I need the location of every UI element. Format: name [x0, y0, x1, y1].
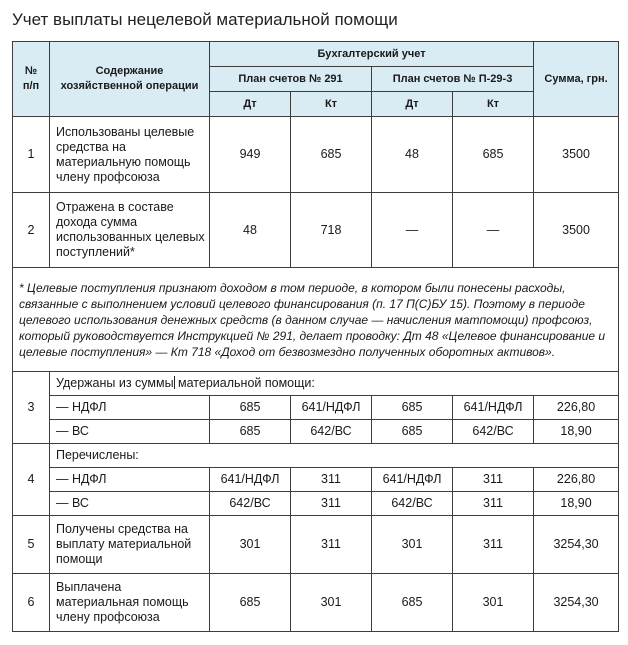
header-plan-p29: План счетов № П-29-3: [372, 67, 534, 92]
cell-kt-291: 642/ВС: [291, 420, 372, 444]
cell-dt-291: 949: [210, 117, 291, 193]
table-row: [13, 574, 619, 632]
cell-sum: 18,90: [534, 420, 619, 444]
cell-dt-p29: 48: [372, 117, 453, 193]
cell-kt-291: 311: [291, 468, 372, 492]
row-number: 2: [13, 193, 50, 268]
cell-kt-p29: 301: [453, 574, 534, 632]
cell-dt-291: 48: [210, 193, 291, 268]
document-title: Учет выплаты нецелевой материальной помощи: [12, 10, 398, 29]
table-row: [13, 396, 619, 420]
cell-kt-291: 301: [291, 574, 372, 632]
cell-dt-291: 685: [210, 396, 291, 420]
cell-dt-291: 301: [210, 516, 291, 574]
cell-kt-291: 311: [291, 492, 372, 516]
header-dt-2: Дт: [372, 92, 453, 117]
header-content: Содержание хозяйственной операции: [50, 42, 210, 117]
cell-dt-p29: 641/НДФЛ: [372, 468, 453, 492]
cell-kt-291: 641/НДФЛ: [291, 396, 372, 420]
row-number: 4: [13, 444, 50, 516]
table-row: [13, 117, 619, 193]
table-row: [13, 492, 619, 516]
cell-sum: 226,80: [534, 468, 619, 492]
cell-dt-p29: 685: [372, 420, 453, 444]
row-heading: Перечислены:: [50, 444, 619, 468]
cell-dt-p29: 685: [372, 574, 453, 632]
table-row: [13, 444, 619, 468]
row-text: Использованы целевые средства на материальную помощь члену профсоюза: [50, 117, 210, 193]
header-plan-291: План счетов № 291: [210, 67, 372, 92]
row-text: — ВС: [50, 492, 210, 516]
cell-dt-p29: 301: [372, 516, 453, 574]
header-accounting: Бухгалтерский учет: [210, 42, 534, 67]
row-text: Выплачена материальная помощь члену профсоюза: [50, 574, 210, 632]
header-kt-2: Кт: [453, 92, 534, 117]
accounting-table: [12, 41, 619, 632]
cell-sum: 3500: [534, 193, 619, 268]
row-text: Отражена в составе дохода сумма использованных целевых поступлений*: [50, 193, 210, 268]
table-row: [13, 193, 619, 268]
cell-kt-p29: 641/НДФЛ: [453, 396, 534, 420]
cell-kt-p29: —: [453, 193, 534, 268]
table-row: [13, 372, 619, 396]
cell-kt-p29: 311: [453, 516, 534, 574]
row-heading: [50, 372, 619, 396]
cell-dt-291: 642/ВС: [210, 492, 291, 516]
cell-kt-p29: 642/ВС: [453, 420, 534, 444]
cell-dt-291: 641/НДФЛ: [210, 468, 291, 492]
cell-dt-p29: 642/ВС: [372, 492, 453, 516]
row-heading-part-2: материальной помощи:: [174, 376, 315, 390]
header-sum: Сумма, грн.: [534, 42, 619, 117]
table-row: [13, 516, 619, 574]
cell-kt-p29: 311: [453, 492, 534, 516]
row-number: 6: [13, 574, 50, 632]
row-number: 5: [13, 516, 50, 574]
cell-sum: 3500: [534, 117, 619, 193]
header-dt-1: Дт: [210, 92, 291, 117]
cell-kt-p29: 311: [453, 468, 534, 492]
cell-dt-p29: 685: [372, 396, 453, 420]
cell-kt-p29: 685: [453, 117, 534, 193]
row-text: — НДФЛ: [50, 468, 210, 492]
row-heading-part-1: Удержаны из суммы: [56, 376, 174, 390]
row-text: Получены средства на выплату материальной помощи: [50, 516, 210, 574]
row-text: — НДФЛ: [50, 396, 210, 420]
cell-sum: 3254,30: [534, 574, 619, 632]
cell-dt-291: 685: [210, 420, 291, 444]
cell-sum: 226,80: [534, 396, 619, 420]
footnote: * Целевые поступления признают доходом в том периоде, в котором были понесены расходы, связанные с выполнением условий целевого финансирования (п. 17 П(С)БУ 15). Поэтому в периоде целевого использования денежных средств (в данном случае — начисления матпомощи) профсоюз, который руководствуется Инструкцией № 291, делает проводку: Дт 48 «Целевое финансирование и целевые поступления» — Кт 718 «Доход от безвозмездно полученных оборотных активов».: [13, 268, 619, 372]
cell-kt-291: 685: [291, 117, 372, 193]
header-kt-1: Кт: [291, 92, 372, 117]
row-number: 3: [13, 372, 50, 444]
table-row: [13, 420, 619, 444]
cell-sum: 18,90: [534, 492, 619, 516]
row-number: 1: [13, 117, 50, 193]
header-num: № п/п: [13, 42, 50, 117]
cell-dt-291: 685: [210, 574, 291, 632]
table-row: [13, 468, 619, 492]
cell-kt-291: 718: [291, 193, 372, 268]
cell-sum: 3254,30: [534, 516, 619, 574]
cell-kt-291: 311: [291, 516, 372, 574]
row-text: — ВС: [50, 420, 210, 444]
cell-dt-p29: —: [372, 193, 453, 268]
